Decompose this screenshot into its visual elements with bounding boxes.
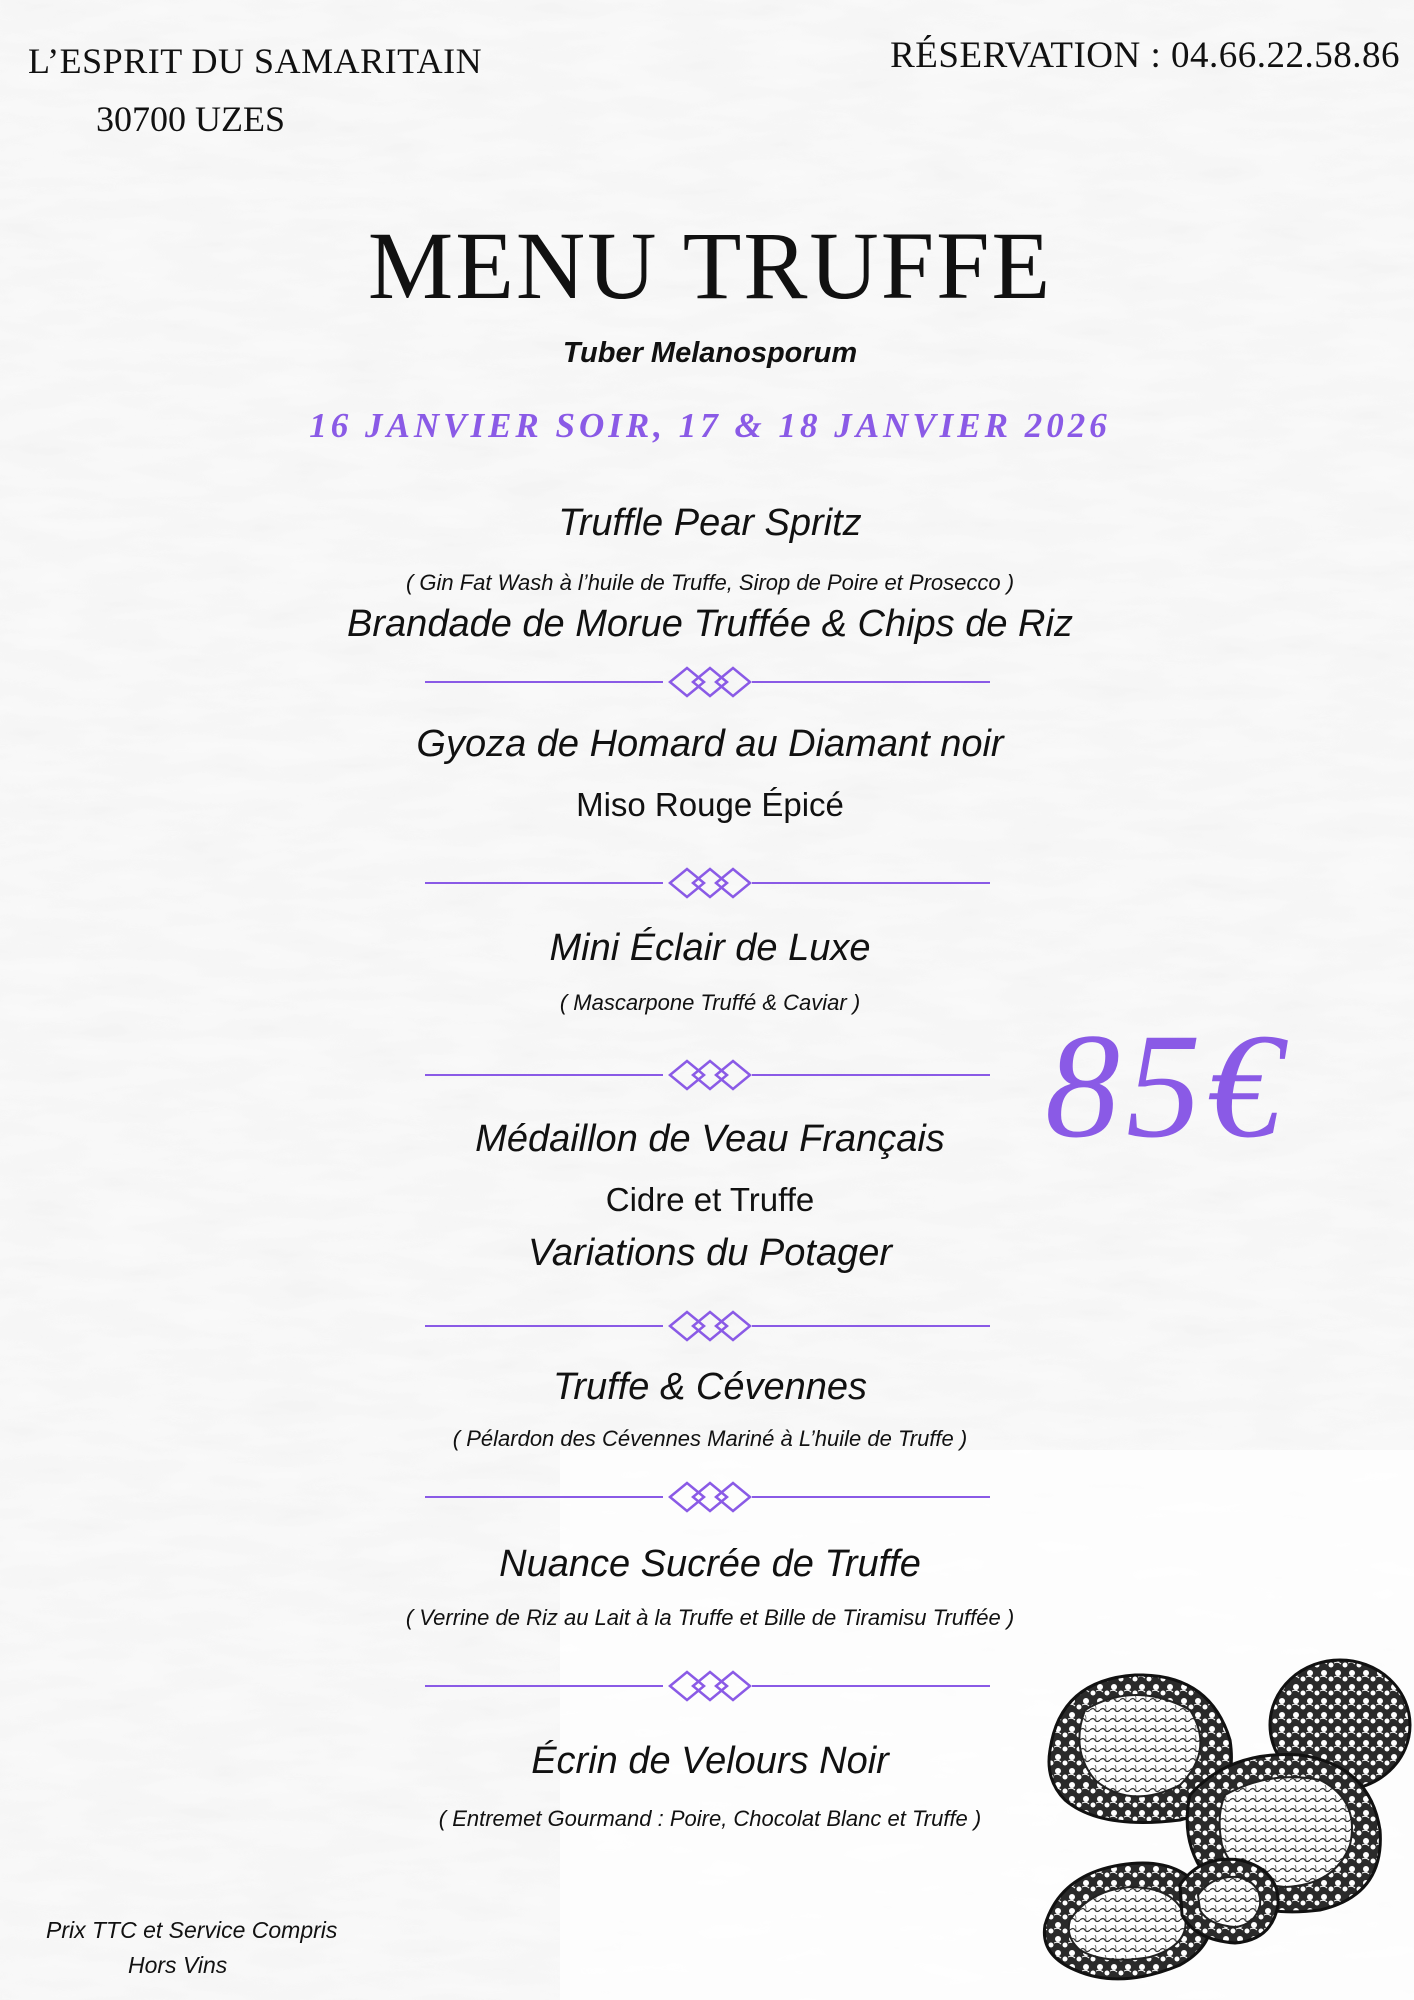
diamond-divider-icon [425,1055,990,1095]
dish-description: ( Entremet Gourmand : Poire, Chocolat Blanc et Truffe ) [438,1806,982,1831]
dish-description: Miso Rouge Épicé [576,786,844,823]
dish-description: Cidre et Truffe [605,1181,815,1218]
dish-description: ( Mascarpone Truffé & Caviar ) [559,990,861,1015]
restaurant-name: L’ESPRIT DU SAMARITAIN [28,41,483,81]
dish-name: Médaillon de Veau Français [475,1118,945,1160]
diamond-divider-icon [425,1477,990,1517]
dish-name: Brandade de Morue Truffée & Chips de Riz [347,603,1073,645]
reservation-phone: RÉSERVATION : 04.66.22.58.86 [890,35,1400,76]
menu-subtitle: Tuber Melanosporum [562,337,858,369]
restaurant-city: 30700 UZES [96,99,285,139]
dish-name: Mini Éclair de Luxe [549,927,871,969]
dish-name: Nuance Sucrée de Truffe [499,1543,921,1585]
menu-dates: 16 JANVIER SOIR, 17 & 18 JANVIER 2026 [309,406,1111,445]
diamond-divider-icon [425,1666,990,1706]
menu-title: MENU TRUFFE [367,212,1053,319]
dish-name: Truffle Pear Spritz [558,502,862,544]
dish-name: Truffe & Cévennes [552,1366,867,1408]
wine-note: Hors Vins [128,1952,228,1978]
dish-name: Écrin de Velours Noir [531,1740,889,1782]
dish-description: ( Verrine de Riz au Lait à la Truffe et Bille de Tiramisu Truffée ) [405,1605,1015,1630]
price-note: Prix TTC et Service Compris [46,1917,338,1943]
dish-description: ( Pélardon des Cévennes Mariné à L’huile de Truffe ) [452,1426,968,1451]
dish-description: ( Gin Fat Wash à l’huile de Truffe, Sirop de Poire et Prosecco ) [405,570,1015,595]
dish-name: Variations du Potager [527,1232,893,1274]
diamond-divider-icon [425,1306,990,1346]
truffle-illustration-icon [1040,1655,1412,1995]
diamond-divider-icon [425,662,990,702]
menu-price: 85€ [1045,1003,1288,1169]
diamond-divider-icon [425,863,990,903]
dish-name: Gyoza de Homard au Diamant noir [416,723,1004,765]
